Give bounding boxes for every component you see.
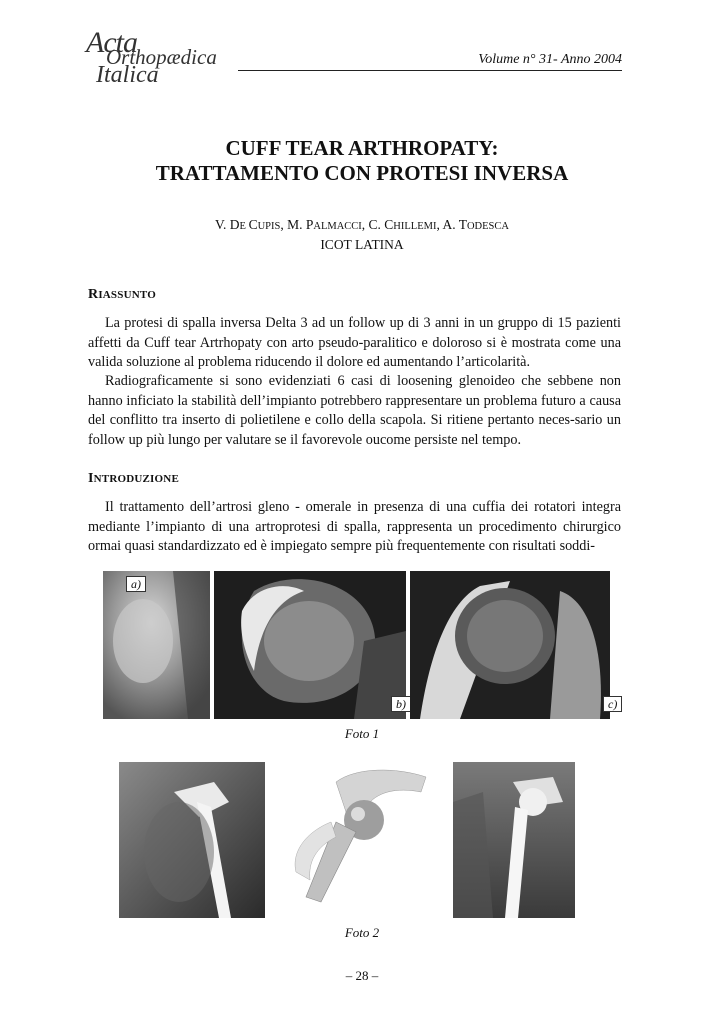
author-list: V. DE CUPIS, M. PALMACCI, C. CHILLEMI, A. TODESCA (215, 217, 509, 232)
volume-info: Volume n° 31- Anno 2004 (478, 52, 622, 67)
article-title (0, 136, 724, 186)
xray-prosthesis-photo-1 (119, 762, 265, 918)
mri-shoulder-photo-c (410, 571, 610, 719)
authors-block (0, 216, 724, 254)
xray-prosthesis-photo-2 (453, 762, 575, 918)
figure-caption-foto-1: Foto 1 (344, 726, 380, 741)
page-number: – 28 – (345, 968, 379, 983)
section-heading-introduzione: INTRODUZIONE (88, 471, 179, 486)
affiliation: ICOT LATINA (320, 237, 404, 252)
journal-logo (86, 26, 236, 88)
logo-line-3: Italica (96, 62, 159, 88)
section-heading-riassunto: RIASSUNTO (88, 287, 156, 302)
photo-label-c: c) (603, 696, 622, 712)
header-rule (238, 70, 622, 71)
logo-line-2: Orthopædica (106, 45, 217, 69)
prosthesis-diagram-photo (276, 762, 438, 912)
mri-shoulder-photo-b (214, 571, 406, 719)
title-line-2: TRATTAMENTO CON PROTESI INVERSA (155, 161, 569, 185)
introduzione-paragraph-1: Il trattamento dell’artrosi gleno - omerale in presenza di una cuffia dei rotatori integra mediante l’impianto di una artroprotesi di spalla, rappresenta un procedimento chirurgico ormai quasi standardizzato ed è impiegato sempre più frequentemente con risultati soddi- (88, 499, 621, 554)
title-line-1: CUFF TEAR ARTHROPATY: (225, 136, 499, 160)
xray-shoulder-photo-a (103, 571, 210, 719)
photo-label-b: b) (391, 696, 411, 712)
riassunto-paragraph-1: La protesi di spalla inversa Delta 3 ad un follow up di 3 anni in un gruppo di 15 pazienti affetti da Cuff tear Artrhopaty con arto pseudo-paralitico e doloroso si è mostrata come una valida soluzione al problema riducendo il dolore ed aumentando l’articolarità. (88, 315, 621, 370)
photo-label-a: a) (126, 576, 146, 592)
logo-line-1: Acta (86, 26, 137, 59)
riassunto-paragraph-2: Radiograficamente si sono evidenziati 6 casi di loosening glenoideo che sebbene non hanno inficiato la stabilità dell’impianto potrebbero rappresentare un problema futuro a causa del conflitto tra inserto di polietilene e collo della scapola. Si ritiene pertanto neces-sario un follow up più lungo per valutare se il favorevole oucome persiste nel tempo. (88, 373, 621, 448)
figure-caption-foto-2: Foto 2 (344, 925, 380, 940)
